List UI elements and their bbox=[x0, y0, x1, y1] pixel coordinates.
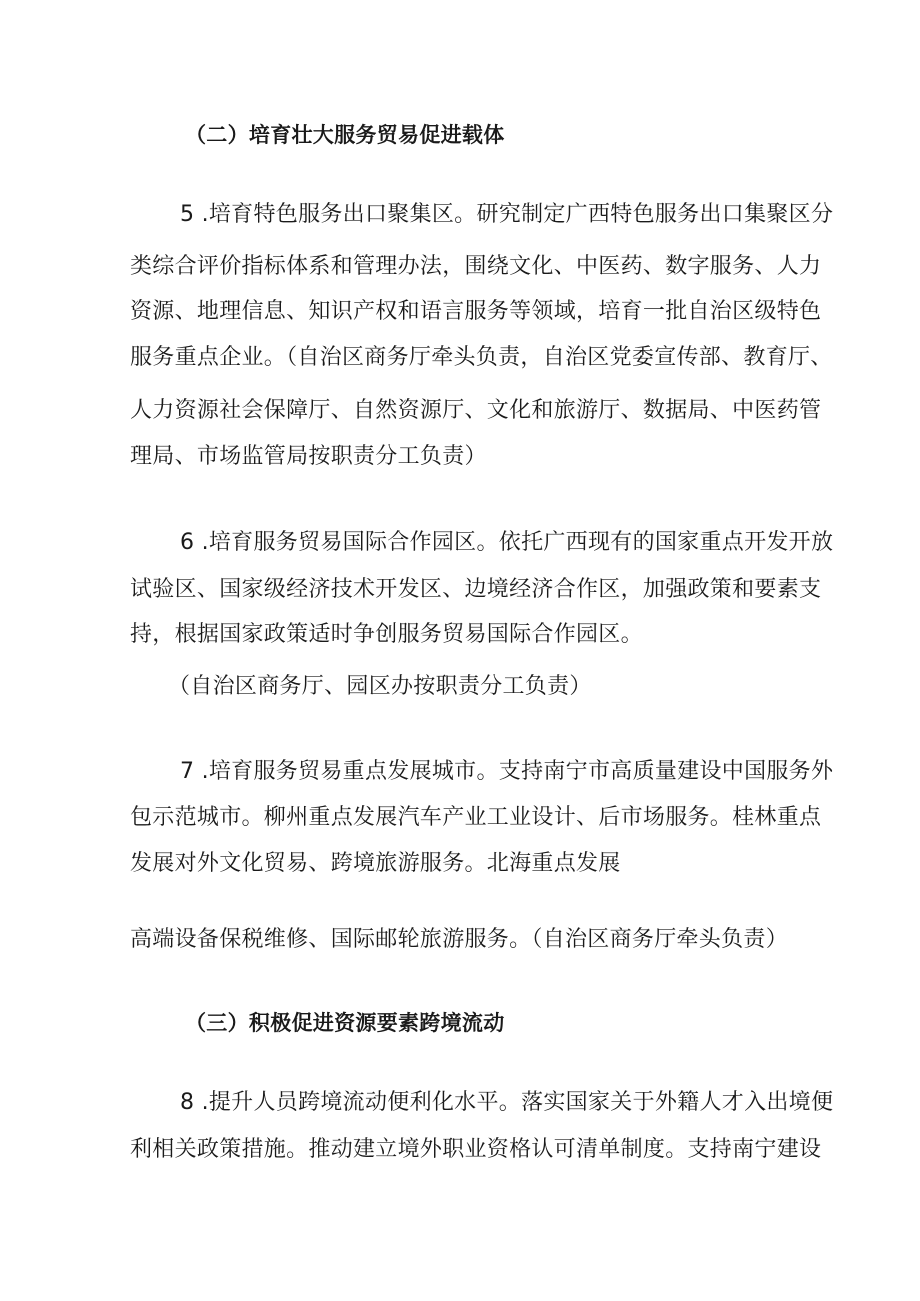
item-7-line-3: 发展对外文化贸易、跨境旅游服务。北海重点发展 bbox=[130, 851, 621, 876]
item-8-line-1: 8 .提升人员跨境流动便利化水平。落实国家关于外籍人才入出境便 bbox=[180, 1090, 834, 1115]
item-7-line-2: 包示范城市。柳州重点发展汽车产业工业设计、后市场服务。桂林重点 bbox=[130, 805, 822, 830]
item-6-line-3: 持，根据国家政策适时争创服务贸易国际合作园区。 bbox=[130, 622, 643, 647]
item-6-line-2: 试验区、国家级经济技术开发区、边境经济合作区，加强政策和要素支 bbox=[130, 577, 822, 602]
item-5-line-2: 类综合评价指标体系和管理办法，围绕文化、中医药、数字服务、人力 bbox=[130, 254, 822, 279]
item-7-line-4: 高端设备保税维修、国际邮轮旅游服务。（自治区商务厅牵头负责） bbox=[130, 927, 789, 952]
item-8-line-2: 利相关政策措施。推动建立境外职业资格认可清单制度。支持南宁建设 bbox=[130, 1137, 822, 1162]
section-heading-2: （二）培育壮大服务贸易促进载体 bbox=[185, 123, 505, 147]
section-heading-3: （三）积极促进资源要素跨境流动 bbox=[185, 1011, 505, 1035]
item-5-line-1: 5 .培育特色服务出口聚集区。研究制定广西特色服务出口集聚区分 bbox=[180, 202, 834, 227]
item-7-line-1: 7 .培育服务贸易重点发展城市。支持南宁市高质量建设中国服务外 bbox=[180, 759, 834, 784]
item-5-line-5: 人力资源社会保障厅、自然资源厅、文化和旅游厅、数据局、中医药管 bbox=[130, 398, 822, 423]
item-5-line-6: 理局、市场监管局按职责分工负责） bbox=[130, 444, 487, 469]
item-5-line-3: 资源、地理信息、知识产权和语言服务等领域，培育一批自治区级特色 bbox=[130, 299, 822, 324]
item-6-line-1: 6 .培育服务贸易国际合作园区。依托广西现有的国家重点开发开放 bbox=[180, 530, 834, 555]
item-6-line-4: （自治区商务厅、园区办按职责分工负责） bbox=[168, 674, 592, 699]
item-5-line-4: 服务重点企业。（自治区商务厅牵头负责，自治区党委宣传部、教育厅、 bbox=[130, 345, 833, 370]
